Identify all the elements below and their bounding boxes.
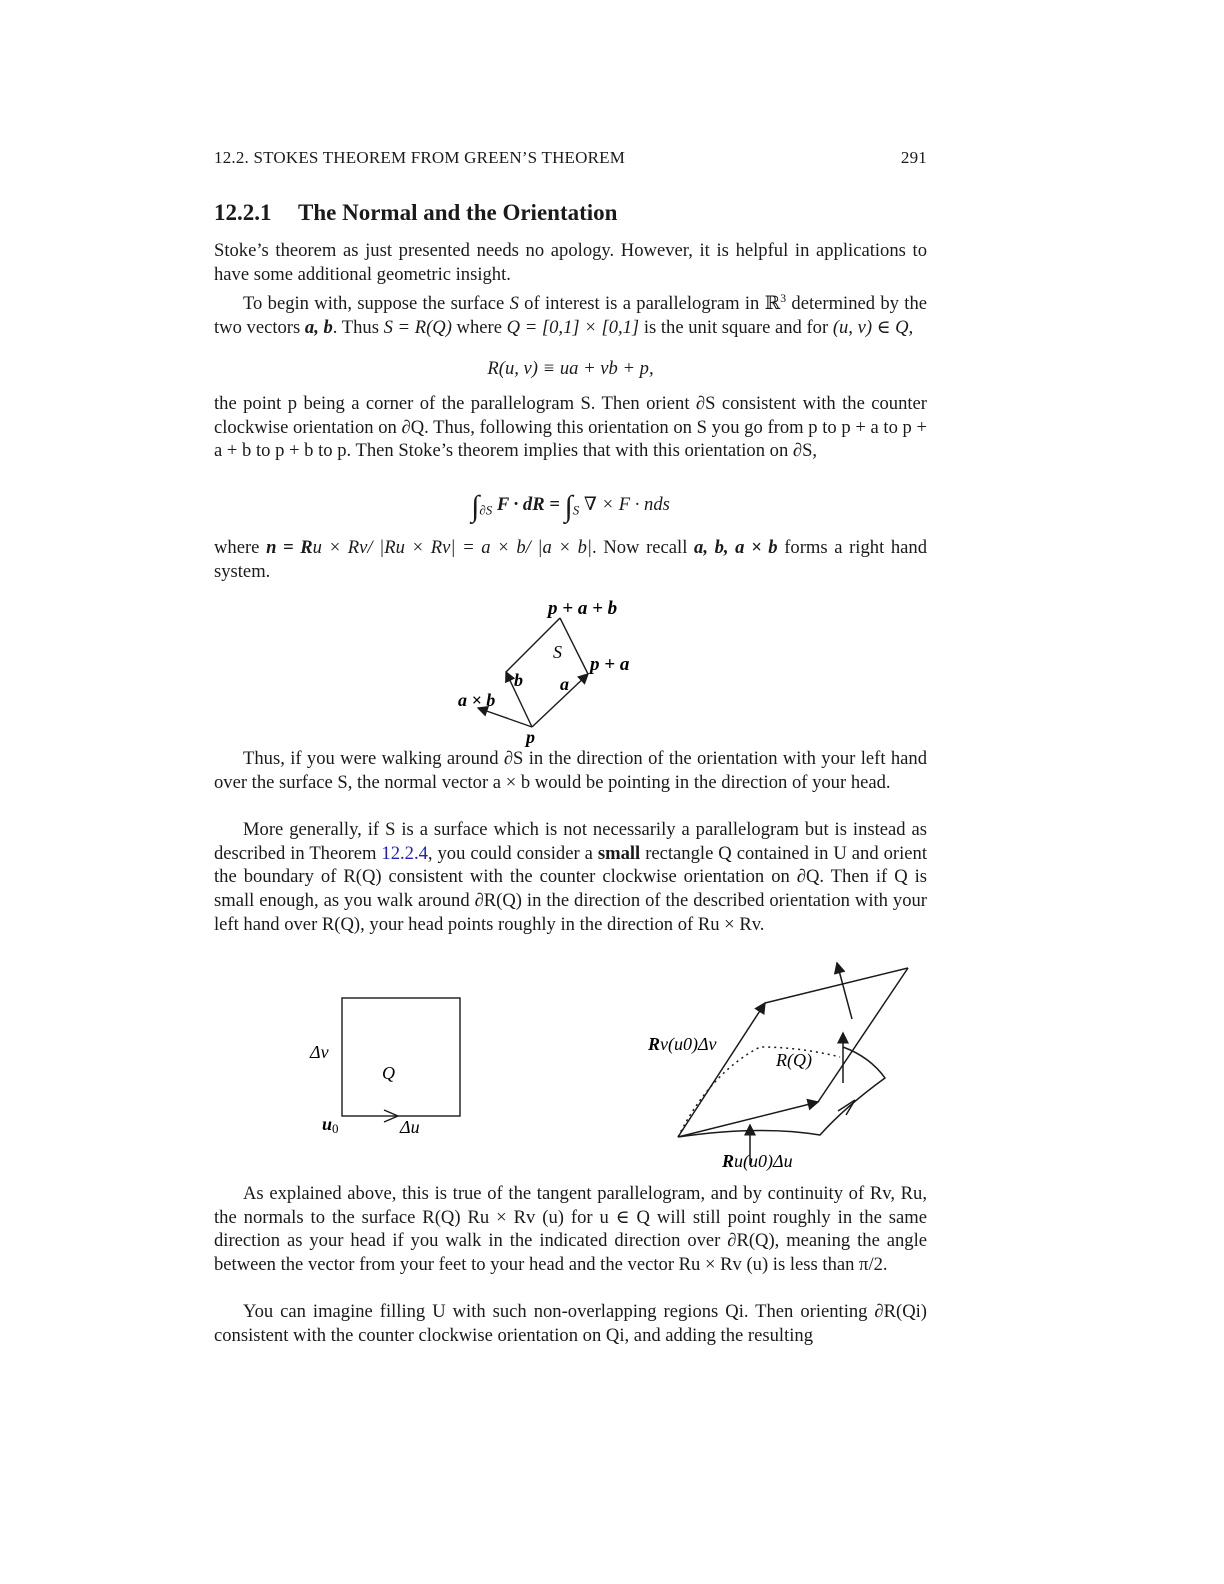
section-title: The Normal and the Orientation [298,200,618,225]
math-eq1: S = R(Q) [383,316,452,338]
edge-right [560,618,588,674]
figure-square-Q [300,985,480,1145]
surface-boundary-hidden [678,1047,840,1137]
display-equation-1: R(u, v) ≡ ua + vb + p, [487,358,654,379]
label-S: S [553,642,562,662]
label-R-of-Q: R(Q) [776,1050,812,1070]
label-Ru-u0-du: Ru(u0)Δu [722,1151,793,1171]
label-a-cross-b: a × b [458,690,496,710]
text: , you could consider a [427,842,598,864]
integral-lhs: F · dR = [496,494,560,515]
math-right-hand: a, b, a × b [694,537,778,558]
label-delta-u: Δu [400,1117,420,1137]
math-n: n = R [266,537,313,558]
text: To begin with, suppose the surface [243,293,510,315]
paragraph-continuity: As explained above, this is true of the tangent parallelogram, and by continuity of Rv, Ru, the normals to the surface R(Q) Ru × Rv (u) for u ∈ Q will still point roughly in the same direction as your head if you walk in the indicated direction over ∂R(Q), meaning the angle between the vector from your feet to your head and the vector Ru × Rv (u) is less than π/2. [214,1183,927,1276]
text: is the unit square and for [639,316,833,338]
square-Q [342,998,460,1116]
figure-parallelogram [440,590,660,750]
text: forms a right hand system. [214,537,928,582]
section-heading [214,200,617,226]
boundary-arrow-icon [838,1100,855,1115]
label-u0: u0 [322,1114,339,1136]
text: More generally, if S is a surface which is not necessarily a parallelogram but is instead as described in Theorem [214,819,927,864]
text: where [214,537,267,558]
label-Q: Q [382,1063,395,1083]
math-ab: a, b [304,316,333,338]
text: . Now recall [592,537,695,558]
theorem-reference-link[interactable]: 12.2.4 [381,842,428,864]
paragraph-walking: Thus, if you were walking around ∂S in the direction of the orientation with your left hand over the surface S, the normal vector a × b would be pointing in the direction of your head. [214,748,927,793]
paragraph-parallelogram [214,287,927,340]
edge-right [818,968,908,1102]
label-p: p [526,727,535,747]
math-R3: ℝ [764,293,781,315]
emphasis-small: small [597,842,641,864]
math-normal-eq: u × Rv/ |Ru × Rv| = a × b/ |a × b| [312,537,593,558]
edge-top [765,968,908,1003]
text: determined by the two vectors [214,293,927,338]
running-head [214,148,927,172]
label-delta-v: Δv [310,1042,329,1062]
paragraph-orientation: the point p being a corner of the parallelogram S. Then orient ∂S consistent with the counter clockwise orientation on ∂Q. Thus, following this orientation on S you go from p to p + a to p + a + b to p + b to p. Then Stoke’s theorem implies that with this orientation on ∂S, [214,393,927,462]
display-equation-2 [214,490,927,532]
section-number: 12.2.1 [214,200,272,225]
running-head-title: 12.2. STOKES THEOREM FROM GREEN’S THEOREM [214,148,626,167]
text: rectangle Q contained in U and orient the boundary of R(Q) consistent with the counter clockwise orientation on ∂Q. Then if Q is small enough, as you walk around ∂R(Q) in the direction of the described orientation with your left hand over R(Q), your head points roughly in the direction of Ru × Rv. [214,842,927,935]
label-b: b [514,670,523,690]
integral-sign: ∫ [564,490,573,523]
vector-Rv-du [678,1003,765,1137]
label-a: a [560,674,569,694]
text: where [451,316,507,338]
paragraph-filling: You can imagine filling U with such non-overlapping regions Qi. Then orienting ∂R(Qi) consistent with the counter clockwise orientation on Qi, and adding the resulting [214,1301,927,1346]
edge-top-left [506,618,560,672]
text: . Thus [332,316,384,338]
integral-rhs: ∇ × F · nds [583,494,670,515]
paragraph-general [214,818,927,937]
label-p-a-b: p + a + b [548,598,618,619]
paragraph-intro: Stoke’s theorem as just presented needs no apology. However, it is helpful in applications to have some additional geometric insight. [214,240,927,285]
label-Rv-u0-dv: Rv(u0)Δv [648,1034,717,1054]
math-uv: (u, v) ∈ Q, [832,316,914,338]
page-number: 291 [900,148,927,167]
integral-subscript-boundary: ∂S [479,502,493,518]
integral-sign: ∫ [471,490,480,523]
paragraph-normal [214,536,927,583]
figure-surface-RQ [640,955,930,1180]
math-S: S [509,293,519,315]
integral-subscript-surface: S [572,502,580,518]
superscript-3: 3 [780,291,787,305]
text: of interest is a parallelogram in [518,293,765,315]
label-p-plus-a: p + a [590,654,630,675]
normal-arrow-top [837,963,852,1019]
math-eq2: Q = [0,1] × [0,1] [506,316,640,338]
